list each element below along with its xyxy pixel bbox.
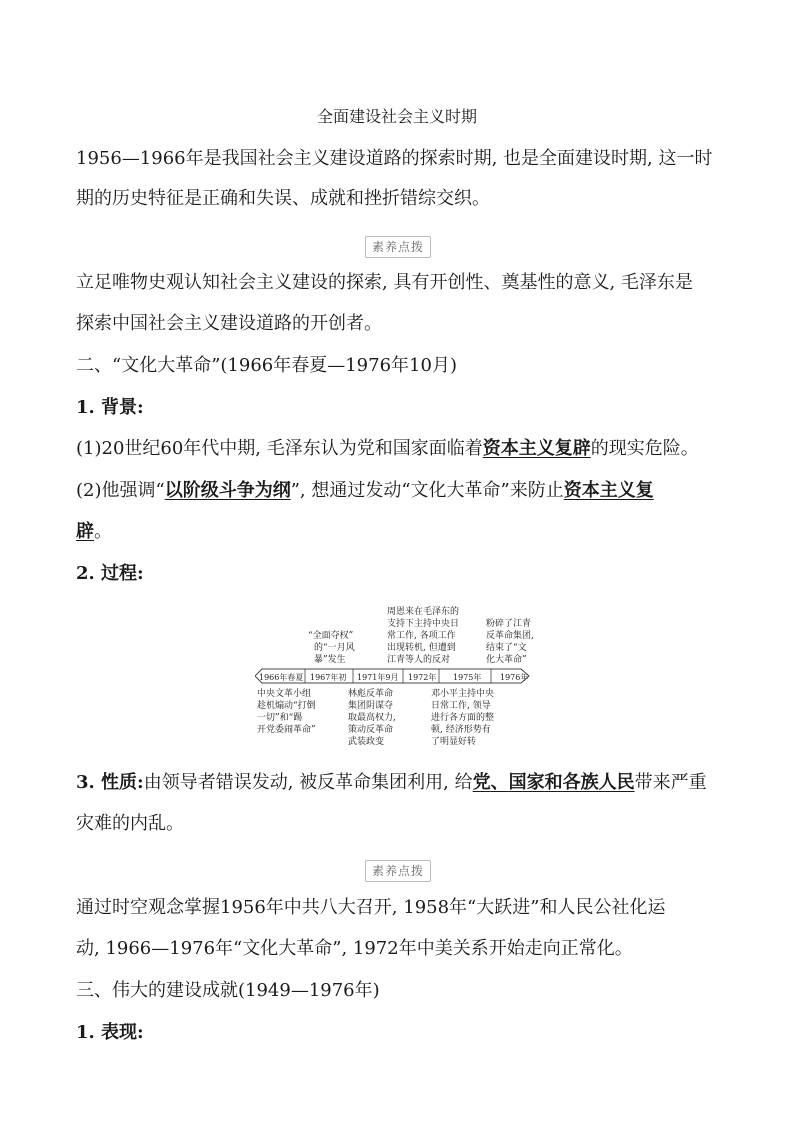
background-item-2 [76,480,654,502]
text: 策动反革命 [348,725,394,735]
nature-label: 3. 性质: [76,772,144,793]
text: 武装政变 [348,737,385,747]
tick-label: 1972年 [408,673,437,682]
background-label: 1. 背景: [76,397,144,418]
text: (1)20世纪60年代中期, 毛泽东认为党和国家面临着 [76,438,483,459]
text: 日常工作, 领导 [431,701,491,711]
key-term: 资本主义复辟 [482,438,591,459]
literacy-tip-badge: 素养点拨 [365,860,431,882]
text: 化大革命” [486,655,527,665]
nature-line-1 [76,772,707,794]
text: 粉碎了江青 [486,619,532,629]
event-below-1 [257,688,316,736]
key-term: 党 [472,772,491,793]
key-term: 资本主义复 [563,480,654,501]
text: 趁机煽动“打倒 [257,701,316,711]
page-title: 全面建设社会主义时期 [316,107,477,126]
text: 支持下主持中央日 [387,619,460,629]
text: 带来严重 [634,772,707,793]
text: 一切”和“踢 [257,713,303,723]
text: 开党委闹革命” [257,725,316,735]
key-term: 国家 [508,772,545,793]
key-term: 、 [490,772,509,793]
text: (2)他强调“ [76,480,165,501]
text: 暴”发生 [314,655,346,665]
tip-line-2: 探索中国社会主义建设道路的开创者。 [76,313,382,334]
manifestation-label: 1. 表现: [76,1022,144,1043]
key-term: 和 [544,772,563,793]
text: 的现实危险。 [590,438,699,459]
text: 进行各方面的整 [431,713,495,723]
text: 。 [94,521,112,542]
literacy-tip-badge: 素养点拨 [365,236,431,258]
nature-line-2: 灾难的内乱。 [76,813,184,834]
intro-line-2: 期的历史特征是正确和失误、成就和挫折错综交织。 [76,188,490,209]
event-above-3 [486,618,534,666]
background-item-2-cont [76,521,112,543]
section-3-heading: 三、伟大的建设成就(1949—1976年) [76,980,380,1001]
section-2-heading: 二、“文化大革命”(1966年春夏—1976年10月) [76,355,457,376]
background-item-1 [76,438,699,460]
text: 的“一月风 [314,643,355,653]
text: 顿, 经济形势有 [431,725,491,735]
event-below-3 [431,688,494,748]
tip2-line-1: 通过时空观念掌握1956年中共八大召开, 1958年“大跃进”和人民公社化运 [76,897,666,918]
text: 江青等人的反对 [387,655,451,665]
text: ”, 想通过发动“文化大革命”来防止 [290,480,564,501]
tick-label: 1971年9月 [357,673,399,682]
event-above-1 [308,630,355,666]
key-term: 以阶级斗争为纲 [164,480,291,501]
text: 取最高权力, [348,713,396,723]
process-label: 2. 过程: [76,563,144,584]
text-line [431,688,494,700]
text: 林彪反革命 [348,689,394,699]
text: 反革命集团, [486,631,534,641]
name: 邓小平 [431,689,459,699]
tick-label: 1975年 [453,673,482,682]
tick-label: 1976年 [500,673,529,682]
text: 常工作, 各项工作 [387,631,456,641]
key-term: 辟 [76,521,94,542]
text: 主持中央 [458,689,495,699]
text: 集团阴谋夺 [348,701,394,711]
text: 出现转机, 但遭到 [387,643,456,653]
event-below-2 [348,688,396,748]
name: 周恩来 [387,607,415,617]
text: “全面夺权” [308,631,354,641]
text-line [387,606,459,618]
event-above-2 [387,606,459,666]
tip-line-1: 立足唯物史观认知社会主义建设的探索, 具有开创性、奠基性的意义, 毛泽东是 [76,272,693,293]
key-term: 各族人民 [562,772,635,793]
text: 中央文革小组 [257,689,312,699]
text: 了明显好转 [431,737,477,747]
text: 在毛泽东的 [414,607,460,617]
text: 结束了“文 [486,643,527,653]
text: 由领导者错误发动, 被反革命集团利用, 给 [143,772,473,793]
intro-line-1: 1956—1966年是我国社会主义建设道路的探索时期, 也是全面建设时期, 这一时 [76,148,713,169]
tick-label: 1966年春夏 [259,673,304,682]
tip2-line-2: 动, 1966—1976年“文化大革命”, 1972年中美关系开始走向正常化。 [76,938,633,959]
tick-label: 1967年初 [310,673,347,682]
